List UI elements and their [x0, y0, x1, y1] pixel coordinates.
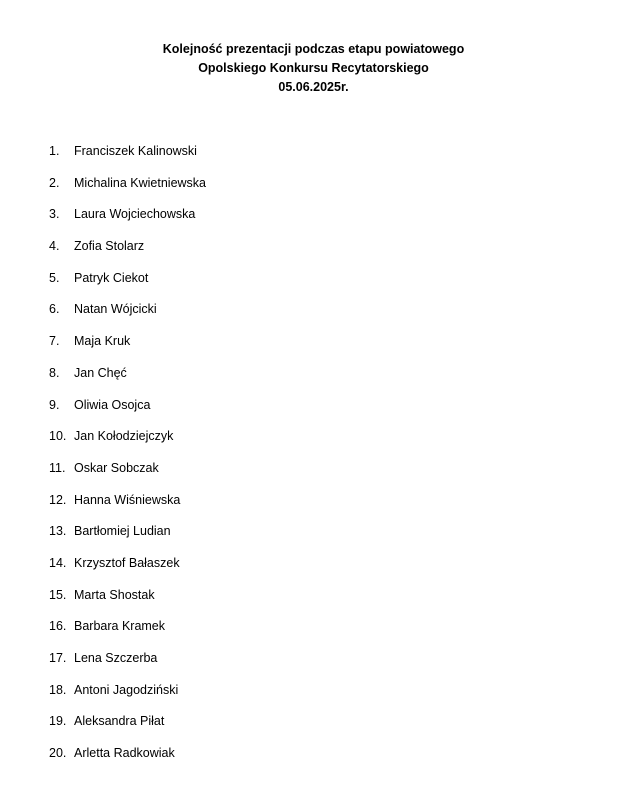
- list-item-name: Jan Kołodziejczyk: [74, 429, 174, 444]
- list-item-number: 5.: [49, 270, 60, 285]
- header-title-line-1: Kolejność prezentacji podczas etapu powiatowego: [162, 42, 465, 56]
- header-title-line-2: Opolskiego Konkursu Recytatorskiego: [198, 61, 429, 75]
- list-item-number: 13.: [49, 524, 67, 539]
- list-item: [0, 459, 627, 491]
- list-item-name: Bartłomiej Ludian: [74, 524, 171, 539]
- list-item: [0, 396, 627, 428]
- list-item-name: Michalina Kwietniewska: [74, 175, 207, 190]
- participant-list: [0, 142, 627, 776]
- list-item-number: 9.: [49, 397, 60, 412]
- list-item-number: 6.: [49, 302, 60, 317]
- list-item-number: 14.: [49, 555, 67, 570]
- list-item-name: Jan Chęć: [74, 365, 127, 380]
- list-item-number: 12.: [49, 492, 67, 507]
- document-header: [0, 40, 627, 97]
- list-item-number: 20.: [49, 746, 67, 761]
- list-item-number: 4.: [49, 239, 60, 254]
- list-item: [0, 142, 627, 174]
- list-item: [0, 681, 627, 713]
- list-item: [0, 237, 627, 269]
- list-item: [0, 712, 627, 744]
- list-item-name: Franciszek Kalinowski: [74, 144, 197, 158]
- list-item-name: Krzysztof Bałaszek: [74, 555, 180, 570]
- list-item-number: 16.: [49, 619, 67, 634]
- list-item: [0, 744, 627, 776]
- list-item: [0, 617, 627, 649]
- list-item-name: Laura Wojciechowska: [74, 207, 196, 222]
- list-item-name: Lena Szczerba: [74, 651, 158, 665]
- list-item-name: Arletta Radkowiak: [74, 746, 175, 761]
- list-item: [0, 427, 627, 459]
- list-item: [0, 332, 627, 364]
- list-item-name: Antoni Jagodziński: [74, 682, 179, 697]
- list-item-number: 7.: [49, 334, 60, 349]
- list-item-name: Maja Kruk: [74, 334, 131, 349]
- list-item-name: Oskar Sobczak: [74, 460, 159, 475]
- list-item-name: Oliwia Osojca: [74, 397, 151, 412]
- list-item: [0, 491, 627, 523]
- list-item-number: 19.: [49, 714, 67, 729]
- list-item: [0, 300, 627, 332]
- list-item: [0, 649, 627, 681]
- list-item-number: 3.: [49, 207, 60, 222]
- list-item: [0, 364, 627, 396]
- list-item-number: 17.: [49, 651, 67, 665]
- header-date: 05.06.2025r.: [278, 80, 349, 94]
- list-item-name: Patryk Ciekot: [74, 270, 149, 285]
- list-item-number: 11.: [49, 460, 66, 475]
- list-item: [0, 174, 627, 206]
- list-item-name: Natan Wójcicki: [74, 302, 157, 317]
- list-item: [0, 205, 627, 237]
- list-item-number: 1.: [49, 144, 60, 158]
- list-item: [0, 522, 627, 554]
- list-item-name: Hanna Wiśniewska: [74, 492, 181, 507]
- list-item-number: 2.: [49, 175, 60, 190]
- list-item-number: 8.: [49, 365, 60, 380]
- list-item-number: 10.: [49, 429, 67, 444]
- list-item-number: 18.: [49, 682, 67, 697]
- list-item-name: Barbara Kramek: [74, 619, 166, 634]
- list-item-name: Aleksandra Piłat: [74, 714, 165, 729]
- list-item: [0, 554, 627, 586]
- list-item-name: Marta Shostak: [74, 587, 155, 602]
- list-item: [0, 586, 627, 618]
- list-item-name: Zofia Stolarz: [74, 239, 145, 254]
- list-item: [0, 269, 627, 301]
- list-item-number: 15.: [49, 587, 67, 602]
